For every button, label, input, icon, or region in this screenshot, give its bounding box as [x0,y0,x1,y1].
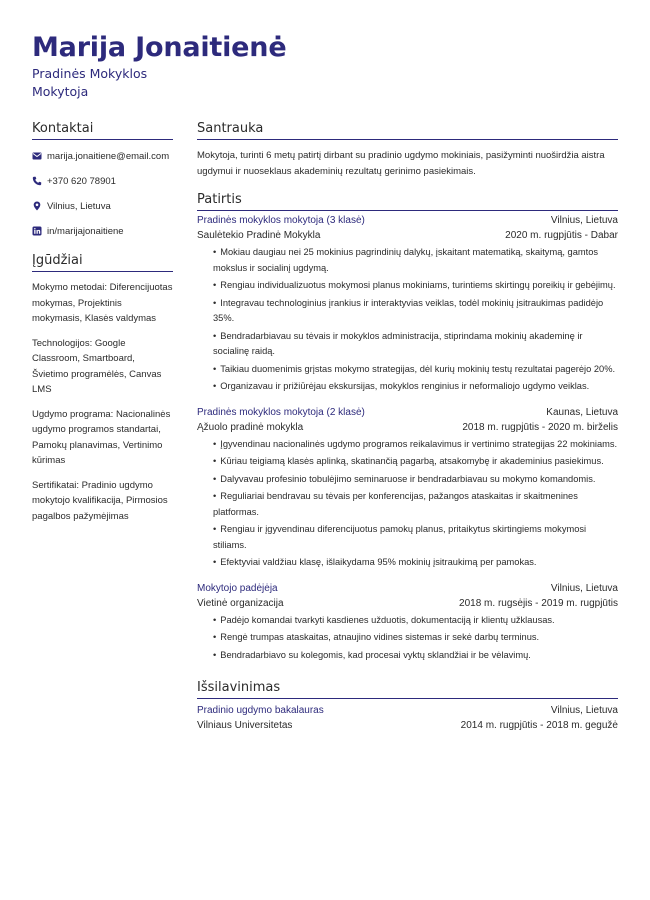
job-dates: 2018 m. rugsėjis - 2019 m. rugpjūtis [459,597,618,609]
degree-title: Pradinio ugdymo bakalauras [197,705,324,716]
job-dates: 2020 m. rugpjūtis - Dabar [505,230,618,241]
email-text: marija.jonaitiene@email.com [47,151,170,162]
linkedin-text: in/marijajonaitiene [47,226,124,237]
school-name: Vilniaus Universitetas [197,720,293,731]
bullet-item: • Įgyvendinau nacionalinės ugdymo programos reikalavimus ir vertinimo strategijas 22 mokiniams. [213,437,618,453]
skill-item: Technologijos: Google Classroom, Smartboard, Švietimo programėlės, Canvas LMS [32,337,162,395]
education-entry [197,703,618,733]
phone-icon [32,176,42,186]
job-title: Pradinės mokyklos mokytoja (2 klasė) [197,406,365,418]
skill-item: Sertifikatai: Pradinio ugdymo mokytojo kvalifikacija, Pirmosios pagalbos pažymėjimas [32,479,168,522]
mail-icon [32,151,42,161]
contacts-heading: Kontaktai [32,120,173,140]
candidate-role: Pradinės Mokyklos Mokytoja [32,66,148,99]
main-content [197,120,618,743]
bullet-item: • Rengiau ir įgyvendinau diferencijuotus pamokų planus, pritaikytus skirtingiems mokymosi stiliams. [213,522,618,553]
job-bullets [197,437,618,571]
linkedin-icon [32,226,42,236]
job-entry [197,581,618,664]
experience-heading: Patirtis [197,191,618,211]
bullet-item: • Bendradarbiavo su kolegomis, kad procesai vyktų sklandžiai ir be vėlavimų. [213,648,618,664]
job-title: Mokytojo padėjėja [197,582,278,594]
location-text: Vilnius, Lietuva [47,201,111,212]
bullet-item: • Taikiau duomenimis grįstas mokymo strategijas, dėl kurių mokinių testų rezultatai pagerėjo 20%. [213,362,618,378]
job-location: Vilnius, Lietuva [550,582,618,594]
job-bullets [197,613,618,664]
skill-item: Ugdymo programa: Nacionalinės ugdymo programos standartai, Pamokų planavimas, Vertinimo kūrimas [32,408,171,466]
education-location: Vilnius, Lietuva [550,705,618,716]
job-bullets [197,245,618,395]
contact-location [32,200,173,213]
bullet-item: • Dalyvavau profesinio tobulėjimo seminaruose ir bendradarbiavau su mokymo komandomis. [213,472,618,488]
bullet-item: • Rengė trumpas ataskaitas, atnaujino vidines sistemas ir sekė darbų terminus. [213,630,618,646]
education-dates: 2014 m. rugpjūtis - 2018 m. gegužė [460,720,618,731]
job-title: Pradinės mokyklos mokytoja (3 klasė) [197,215,365,226]
summary-text: Mokytoja, turinti 6 metų patirtį dirbant su pradinio ugdymo mokiniais, pasižyminti nuoširdžia aistra ugdymui ir nuoseklaus akademinių rezultatų gerinimo pasiekimais. [197,150,605,177]
bullet-item: • Reguliariai bendravau su tėvais per konferencijas, pažangos ataskaitas ir skaitmenines platformas. [213,489,618,520]
bullet-item: • Kūriau teigiamą klasės aplinką, skatinančią pagarbą, atsakomybę ir akademinius pasiekimus. [213,454,618,470]
location-pin-icon [32,201,42,211]
bullet-item: • Efektyviai valdžiau klasę, išlaikydama 95% mokinių įsitraukimą per pamokas. [213,555,618,571]
job-location: Vilnius, Lietuva [550,215,618,226]
bullet-item: • Organizavau ir prižiūrėjau ekskursijas, mokyklos renginius ir neformaliojo ugdymo veiklas. [213,379,618,395]
job-entry [197,213,618,395]
skill-item: Mokymo metodai: Diferencijuotas mokymas, Projektinis mokymasis, Klasės valdymas [32,282,173,324]
job-company: Ąžuolo pradinė mokykla [197,421,304,433]
summary-heading: Santrauka [197,120,618,140]
job-dates: 2018 m. rugpjūtis - 2020 m. birželis [462,421,618,433]
contact-linkedin[interactable] [32,225,173,238]
job-company: Saulėtekio Pradinė Mokykla [197,230,321,241]
skills-heading: Įgūdžiai [32,252,173,272]
bullet-item: • Rengiau individualizuotus mokymosi planus mokiniams, turintiems skirtingų poreikių ir gebėjimų. [213,278,618,294]
phone-text: +370 620 78901 [47,176,116,187]
resume-page [32,32,618,731]
education-heading: Išsilavinimas [197,679,618,699]
contact-phone[interactable] [32,175,173,188]
job-location: Kaunas, Lietuva [546,406,618,418]
bullet-item: • Integravau technologinius įrankius ir interaktyvias veiklas, todėl mokinių įsitraukimas padidėjo 35%. [213,296,618,327]
bullet-item: • Padėjo komandai tvarkyti kasdienes užduotis, dokumentaciją ir klientų užklausas. [213,613,618,629]
candidate-name: Marija Jonaitienė [32,32,287,63]
contact-email[interactable] [32,150,173,163]
bullet-item: • Bendradarbiavau su tėvais ir mokyklos administracija, stiprindama mokinių akademinę ir socialinę raidą. [213,329,618,360]
sidebar [32,120,173,533]
job-entry [197,405,618,571]
job-company: Vietinė organizacija [197,597,284,609]
bullet-item: • Mokiau daugiau nei 25 mokinius pagrindinių dalykų, įskaitant matematiką, skaitymą, gamtos mokslus ir socialinį ugdymą. [213,245,618,276]
